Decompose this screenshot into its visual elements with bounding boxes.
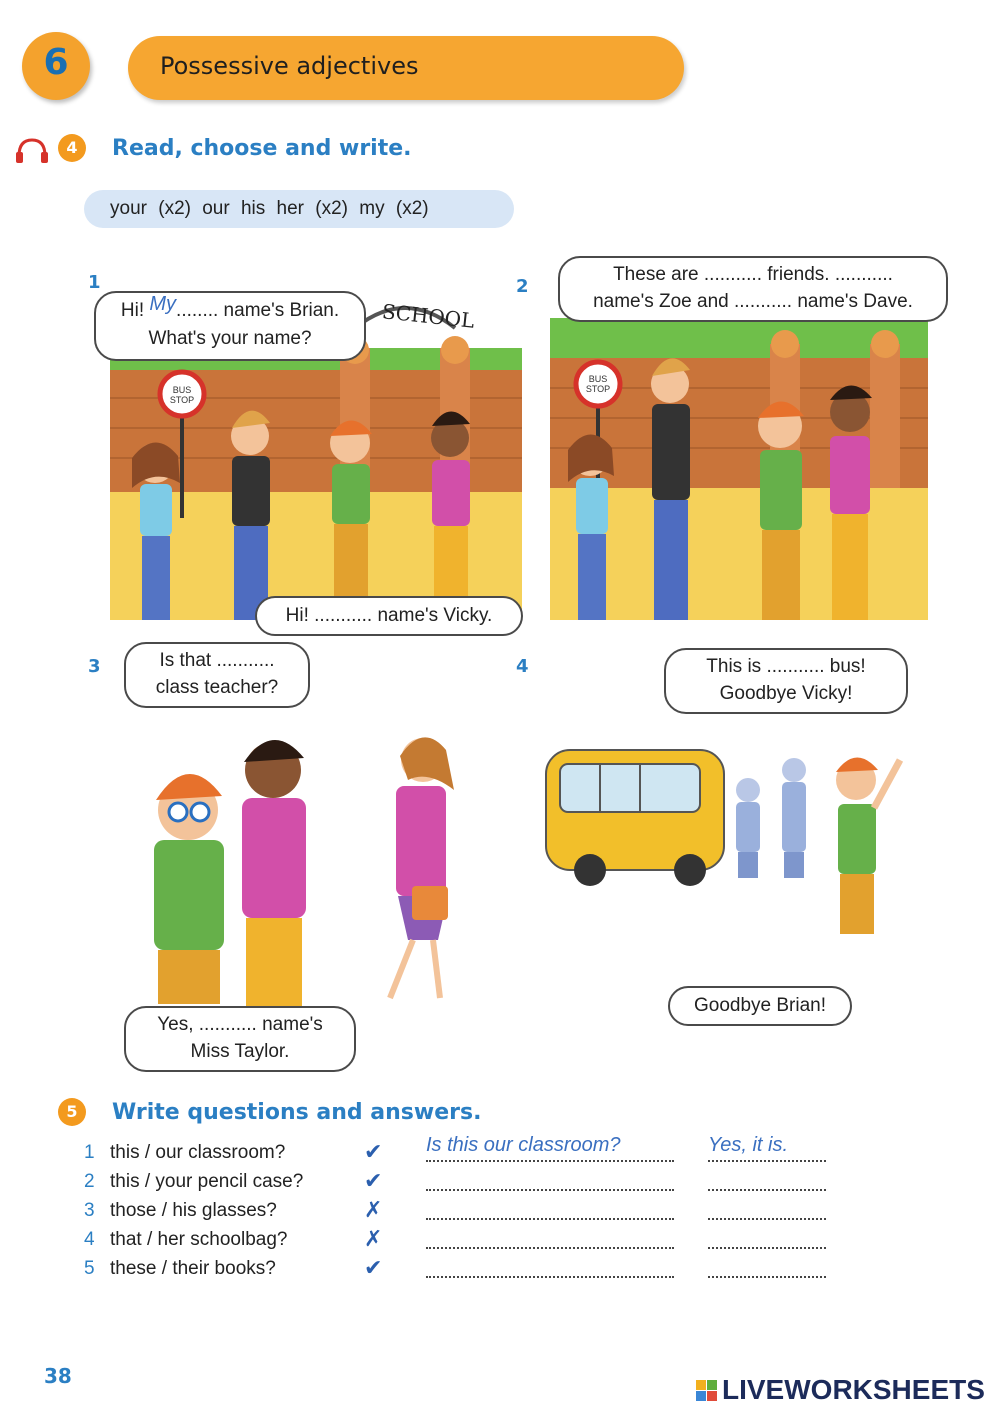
- comic-panel-2: [550, 278, 928, 620]
- headphones-icon: [14, 136, 50, 164]
- speech-bubble: [558, 256, 948, 322]
- panel-number: 3: [88, 656, 101, 677]
- short-answer-field[interactable]: [708, 1196, 826, 1220]
- question-answer-field[interactable]: [426, 1225, 674, 1249]
- unit-number: 6: [43, 42, 69, 83]
- speech-bubble: [664, 648, 908, 714]
- row-number: 5: [84, 1258, 95, 1279]
- cross-mark-icon: ✗: [364, 1198, 383, 1223]
- row-prompt: these / their books?: [110, 1258, 276, 1279]
- question-answer-field[interactable]: [426, 1254, 674, 1278]
- question-answer-field[interactable]: [426, 1167, 674, 1191]
- panel-number: 2: [516, 276, 529, 297]
- exercise-instruction: Write questions and answers.: [112, 1100, 482, 1125]
- short-answer-field[interactable]: Yes, it is.: [708, 1134, 826, 1162]
- short-answer-field[interactable]: [708, 1225, 826, 1249]
- brand-name: LIVEWORKSHEETS: [722, 1374, 985, 1405]
- bubble-line: [104, 293, 356, 325]
- bus-stop-sign: BUS STOP: [585, 374, 611, 394]
- row-prompt: this / our classroom?: [110, 1142, 286, 1163]
- bubble-line: Goodbye Vicky!: [719, 683, 853, 704]
- bubble-line: class teacher?: [155, 677, 279, 698]
- speech-bubble: Hi! ........... name's Vicky.: [255, 596, 523, 636]
- unit-title-bar: [128, 36, 684, 100]
- cross-mark-icon: ✗: [364, 1227, 383, 1252]
- question-answer-field[interactable]: Is this our classroom?: [426, 1134, 674, 1162]
- row-number: 3: [84, 1200, 95, 1221]
- row-prompt: those / his glasses?: [110, 1200, 277, 1221]
- bubble-line: This is ........... bus!: [706, 656, 866, 677]
- question-row: [84, 1254, 844, 1283]
- question-row: [84, 1167, 844, 1196]
- bubble-line: Miss Taylor.: [190, 1041, 290, 1062]
- word-box: [84, 190, 514, 228]
- bubble-text: ........ name's Brian.: [176, 300, 340, 321]
- speech-bubble: [124, 1006, 356, 1072]
- question-row: [84, 1134, 844, 1167]
- speech-bubble: Goodbye Brian!: [668, 986, 852, 1026]
- row-prompt: this / your pencil case?: [110, 1171, 304, 1192]
- unit-title: Possessive adjectives: [160, 52, 419, 80]
- bubble-line: Is that ...........: [159, 650, 275, 671]
- row-number: 1: [84, 1142, 95, 1163]
- bubble-line: name's Zoe and ........... name's Dave.: [593, 291, 913, 312]
- bubble-line: What's your name?: [148, 328, 312, 349]
- row-prompt: that / her schoolbag?: [110, 1229, 288, 1250]
- row-number: 4: [84, 1229, 95, 1250]
- check-mark-icon: ✔: [364, 1256, 383, 1281]
- bubble-line: Yes, ........... name's: [157, 1014, 323, 1035]
- speech-bubble: [94, 291, 366, 361]
- short-answer-field[interactable]: [708, 1254, 826, 1278]
- liveworksheets-logo-icon: [696, 1380, 718, 1402]
- page-number: 38: [44, 1364, 72, 1388]
- school-sign: SCHOOL: [380, 299, 476, 333]
- word-box-text: your (x2) our his her (x2) my (x2): [110, 198, 429, 219]
- question-row: [84, 1196, 844, 1225]
- unit-number-badge: [22, 32, 90, 100]
- panel-number: 1: [88, 272, 101, 293]
- bubble-text: Hi!: [120, 300, 150, 321]
- exercise-instruction: Read, choose and write.: [112, 136, 412, 161]
- row-number: 2: [84, 1171, 95, 1192]
- exercise-number: 5: [58, 1098, 86, 1126]
- check-mark-icon: ✔: [364, 1140, 383, 1165]
- speech-bubble: [124, 642, 310, 708]
- written-answer[interactable]: My: [149, 293, 177, 315]
- panel-2-illustration: [550, 278, 928, 620]
- question-row: [84, 1225, 844, 1254]
- check-mark-icon: ✔: [364, 1169, 383, 1194]
- exercise-number: 4: [58, 134, 86, 162]
- bubble-line: These are ........... friends. ...........: [613, 264, 893, 285]
- questions-table: [84, 1134, 844, 1283]
- short-answer-field[interactable]: [708, 1167, 826, 1191]
- panel-3-illustration: [128, 700, 458, 1020]
- bus-stop-sign: BUS STOP: [169, 385, 195, 405]
- question-answer-field[interactable]: [426, 1196, 674, 1220]
- panel-number: 4: [516, 656, 529, 677]
- panel-4-illustration: [540, 730, 940, 950]
